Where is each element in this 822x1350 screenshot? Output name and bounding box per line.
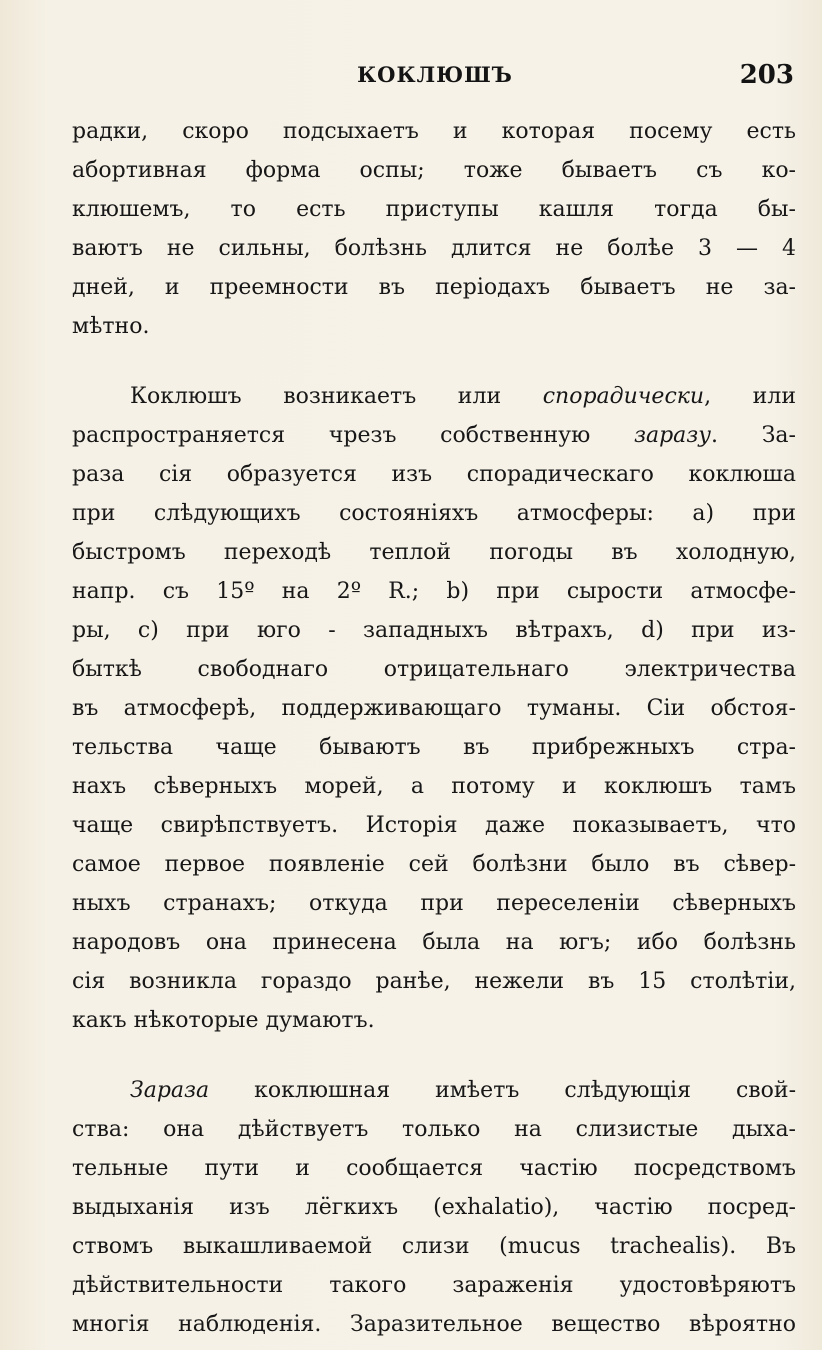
text-segment: ства: она дѣйствуетъ только на слизистые дыха-: [72, 1117, 796, 1142]
text-line: [72, 650, 796, 689]
text-segment: тельства чаще бываютъ въ прибрежныхъ стра-: [72, 735, 796, 760]
text-line: [72, 112, 796, 151]
text-segment: ваютъ не сильны, болѣзнь длится не болѣе 3 — 4: [72, 236, 796, 261]
text-segment: ствомъ выкашливаемой слизи (mucus trachealis). Въ: [72, 1234, 796, 1259]
text-segment: распространяется чрезъ собственную: [72, 423, 634, 448]
text-line: [72, 377, 796, 416]
text-line: [72, 962, 796, 1001]
text-line: [72, 806, 796, 845]
italic-text: заразу: [633, 423, 712, 448]
text-segment: нахъ сѣверныхъ морей, а потому и коклюшъ тамъ: [72, 774, 796, 799]
text-line: [72, 455, 796, 494]
paragraph-gap: [72, 1040, 796, 1071]
text-line: [72, 151, 796, 190]
text-line: [72, 1305, 796, 1344]
paragraph: [72, 1071, 796, 1344]
text-segment: ры, с) при юго - западныхъ вѣтрахъ, d) при из-: [72, 618, 796, 643]
text-line: [72, 572, 796, 611]
text-segment: Коклюшъ возникаетъ или: [130, 384, 543, 409]
text-line: [72, 190, 796, 229]
text-segment: напр. съ 15º на 2º R.; b) при сырости атмосфе-: [72, 579, 796, 604]
text-line: [72, 845, 796, 884]
text-segment: чаще свирѣпствуетъ. Исторія даже показываетъ, что: [72, 813, 796, 838]
text-line: [72, 229, 796, 268]
text-segment: сія возникла гораздо ранѣе, нежели въ 15 столѣтіи,: [72, 969, 796, 994]
text-segment: абортивная форма оспы; тоже бываетъ съ ко-: [72, 158, 796, 183]
body-text: [72, 112, 796, 1344]
text-line: [72, 533, 796, 572]
text-line: [72, 416, 796, 455]
text-line: [72, 728, 796, 767]
text-segment: раза сія образуется изъ спорадическаго коклюша: [72, 462, 796, 487]
text-segment: . За-: [711, 423, 796, 448]
text-line: [72, 1001, 796, 1040]
text-segment: , или: [704, 384, 796, 409]
paragraph-gap: [72, 346, 796, 377]
text-segment: самое первое появленіе сей болѣзни было въ сѣвер-: [72, 852, 796, 877]
text-segment: выдыханія изъ лёгкихъ (exhalatio), частію посред-: [72, 1195, 796, 1220]
paragraph: [72, 377, 796, 1040]
text-segment: при слѣдующихъ состояніяхъ атмосферы: а) при: [72, 501, 796, 526]
text-segment: мѣтно.: [72, 314, 150, 339]
text-line: [72, 689, 796, 728]
text-line: [72, 611, 796, 650]
text-segment: тельные пути и сообщается частію посредствомъ: [72, 1156, 796, 1181]
text-segment: многія наблюденія. Заразительное вещество вѣроятно: [72, 1312, 796, 1337]
text-line: [72, 923, 796, 962]
text-segment: радки, скоро подсыхаетъ и которая посему есть: [72, 119, 796, 144]
text-segment: какъ нѣкоторые думаютъ.: [72, 1008, 375, 1033]
running-title: КОКЛЮШЪ: [357, 62, 513, 87]
page-header: [70, 62, 800, 96]
text-line: [72, 307, 796, 346]
text-segment: клюшемъ, то есть приступы кашля тогда бы-: [72, 197, 796, 222]
italic-text: спорадически: [542, 384, 705, 409]
text-line: [72, 1227, 796, 1266]
text-line: [72, 1149, 796, 1188]
italic-text: Зараза: [130, 1078, 210, 1103]
text-line: [72, 268, 796, 307]
text-line: [72, 1071, 796, 1110]
text-segment: народовъ она принесена была на югъ; ибо болѣзнь: [72, 930, 796, 955]
text-line: [72, 1110, 796, 1149]
text-segment: быстромъ переходѣ теплой погоды въ холодную,: [72, 540, 796, 565]
text-line: [72, 1266, 796, 1305]
text-segment: дней, и преемности въ періодахъ бываетъ не за-: [72, 275, 796, 300]
text-segment: въ атмосферѣ, поддерживающаго туманы. Сіи обстоя-: [72, 696, 796, 721]
text-segment: быткѣ свободнаго отрицательнаго электричества: [72, 657, 796, 682]
text-line: [72, 1188, 796, 1227]
paragraph: [72, 112, 796, 346]
text-line: [72, 494, 796, 533]
text-segment: коклюшная имѣетъ слѣдующія свой-: [209, 1078, 796, 1103]
text-segment: дѣйствительности такого зараженія удостовѣряютъ: [72, 1273, 796, 1298]
text-segment: ныхъ странахъ; откуда при переселеніи сѣверныхъ: [72, 891, 796, 916]
text-line: [72, 884, 796, 923]
page-number: 203: [739, 60, 794, 90]
text-line: [72, 767, 796, 806]
